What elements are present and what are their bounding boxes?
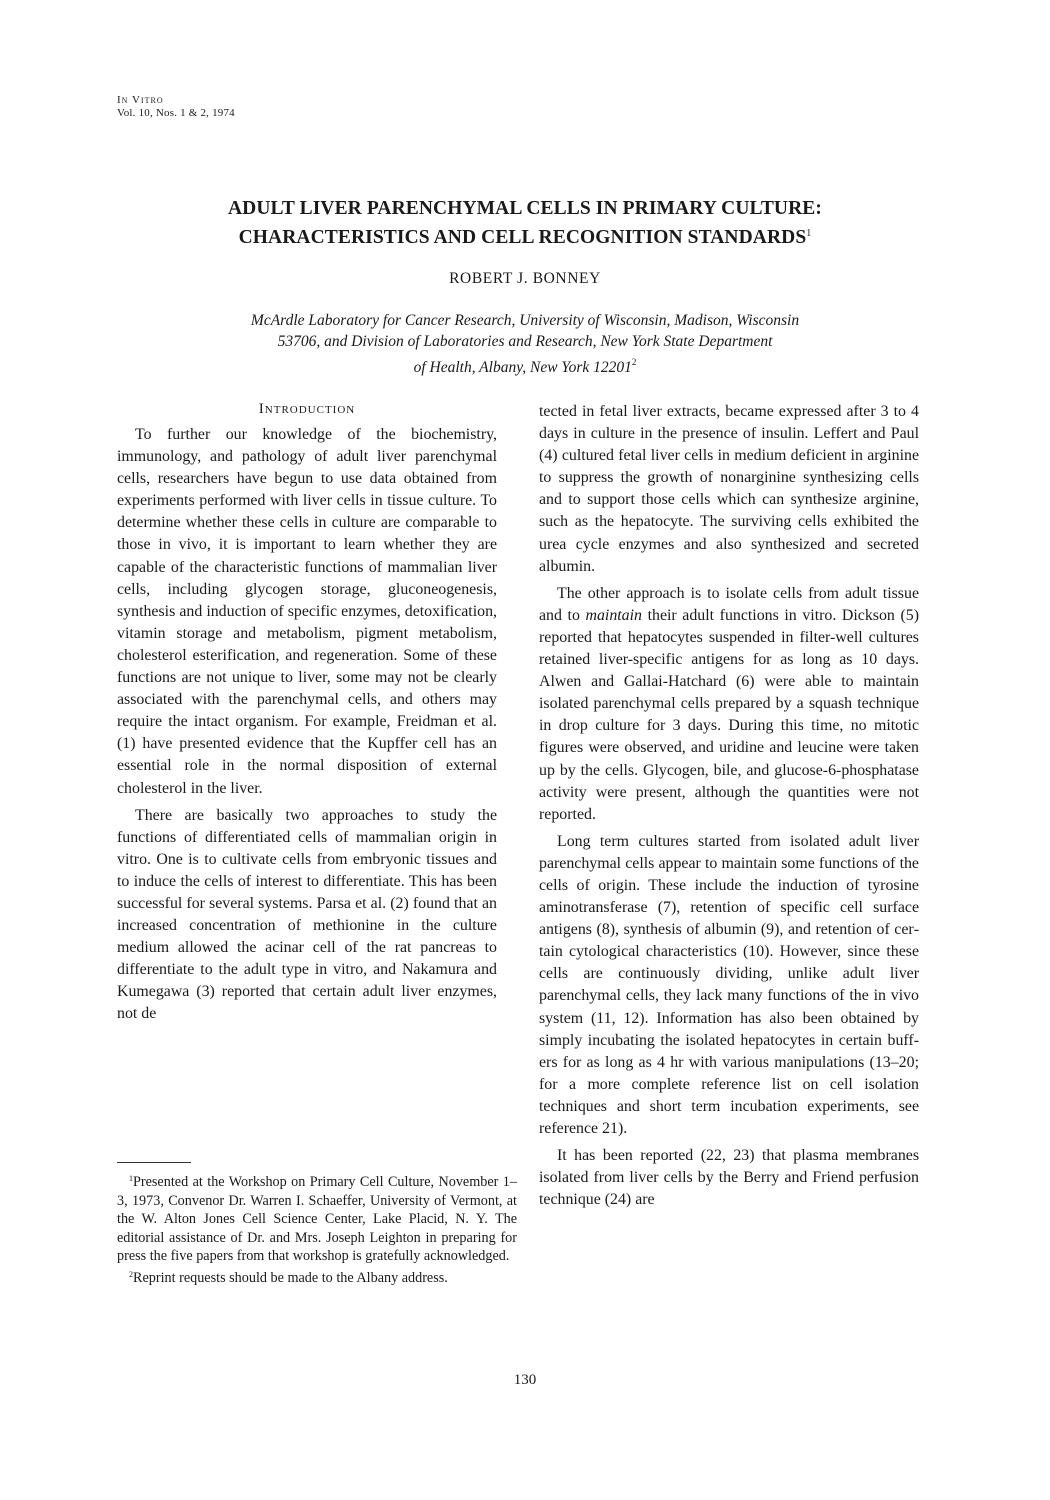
right-column (539, 401, 919, 1216)
emphasis-text: maintain (585, 606, 642, 624)
paragraph: To further our knowledge of the biochemistry, immunology, and pathology of adult liver parenchymal cells, researchers have begun to use data obtained from experiments performed with liver cells in tissue culture. To determine whether these cells in culture are comparable to those in vivo, it is important to learn whether they are capable of the characteristic functions of mammalian liver cells, including glycogen storage, gluconeogenesis, synthesis and induction of specific enzymes, detoxification, vitamin storage and metabolism, pigment metabolism, cholesterol esterification, and regeneration. Some of these functions are not unique to liver, some may not be clearly associated with the parenchymal cells, and others may require the intact organism. For example, Freidman et al. (1) have presented evidence that the Kupffer cell has an essential role in the normal disposition of external cholesterol in the liver. (117, 426, 497, 797)
paragraph-text: The other approach is to isolate cells from adult tissue and to (539, 584, 919, 624)
paragraph: There are basically two approaches to study the functions of differentiated cells of mammalian origin in vitro. One is to cultivate cells from embryonic tissues and to induce the cells of interest to differentiate. This has been successful for several systems. Parsa et al. (2) found that an increased concentration of methionine in the culture medium allowed the acinar cell of the rat pancreas to differentiate to the adult type in vitro, and Nakamura and Kumegawa (3) reported that certain adult liver enzymes, not de (117, 806, 497, 1023)
paragraph-continued: tected in fetal liver extracts, became expressed after 3 to 4 days in culture in the presence of insulin. Leffert and Paul (4) cultured fetal liver cells in medium deficient in arginine to suppress the growth of nonarginine synthesizing cells and to support those cells which can synthesize arginine, such as the hepatocyte. The surviving cells exhibited the urea cycle enzymes and also synthesized and secreted albumin. (539, 403, 919, 575)
journal-volume: Vol. 10, Nos. 1 & 2, 1974 (117, 107, 235, 119)
affiliation-line-1: McArdle Laboratory for Cancer Research, University of Wisconsin, Madison, Wisconsin (250, 312, 800, 329)
author-name: ROBERT J. BONNEY (449, 270, 601, 287)
journal-name: In Vitro (117, 94, 164, 106)
title-line-1: ADULT LIVER PARENCHYMAL CELLS IN PRIMARY CULTURE: (228, 198, 822, 219)
left-column (117, 400, 497, 1031)
page-number: 130 (513, 1372, 537, 1388)
paragraph-text: their adult functions in vitro. Dickson (5) reported that hepatocytes suspended in filter-well cultures retained liver-specific antigens for as long as 10 days. Alwen and Gallai-Hatchard (6) were able to maintain isolated parenchymal cells prepared by a squash technique in drop culture for 3 days. During this time, no mitotic figures were observed, and uridine and leucine were taken up by the cells. Glycogen, bile, and glucose-6-phosphatase activity were present, although the quantities were not reported. (539, 606, 919, 823)
footnote-2 (117, 1266, 517, 1288)
paragraph (539, 583, 919, 826)
footnote-2-mark: 2 (129, 1269, 133, 1279)
author-affiliation (150, 310, 900, 378)
footnotes (117, 1170, 517, 1287)
title-line-2-text: CHARACTERISTICS AND CELL RECOGNITION STANDARDS (238, 227, 807, 248)
footnote-1-mark: 1 (129, 1174, 133, 1183)
article-title (0, 196, 1050, 250)
paragraph: It has been reported (22, 23) that plasma membranes isolated from liver cells by the Berry and Friend perfusion technique (24) are (539, 1147, 919, 1209)
affiliation-footnote-mark: 2 (631, 357, 637, 367)
footnote-1 (117, 1170, 517, 1266)
footnote-1-text: Presented at the Workshop on Primary Cell Culture, November 1–3, 1973, Convenor Dr. Warren I. Schaeffer, University of Vermont, at the W. Alton Jones Cell Science Center, Lake Placid, N. Y. The editorial assistance of Dr. and Mrs. Joseph Leighton in preparing for press the five papers from that workshop is gratefully acknowledged. (117, 1174, 517, 1264)
journal-citation (117, 94, 235, 120)
affiliation-line-3 (150, 352, 900, 378)
title-footnote-mark: 1 (806, 228, 812, 239)
footnote-2-text: Reprint requests should be made to the Albany address. (133, 1269, 448, 1286)
title-line-2 (0, 221, 1050, 250)
paragraph: Long term cultures started from isolated adult liver parenchymal cells appear to maintain some functions of the cells of origin. These include the induction of tyrosine aminotransferase (7), retention of specific cell surface antigens (8), synthesis of albumin (9), and retention of certain cytological characteristics (10). However, since these cells are continuously dividing, unlike adult liver parenchymal cells, they lack many functions of the in vivo system (11, 12). Information has also been obtained by simply incubating the isolated hepatocytes in certain buffers for as long as 4 hr with various manipulations (13–20; for a more complete reference list on cell isolation techniques and short term incubation experiments, see reference 21). (539, 832, 919, 1137)
affiliation-line-2: 53706, and Division of Laboratories and Research, New York State Department (277, 333, 773, 350)
section-heading-introduction: Introduction (258, 401, 356, 417)
affiliation-line-3-text: of Health, Albany, New York 12201 (413, 359, 632, 376)
footnote-divider (117, 1162, 191, 1163)
